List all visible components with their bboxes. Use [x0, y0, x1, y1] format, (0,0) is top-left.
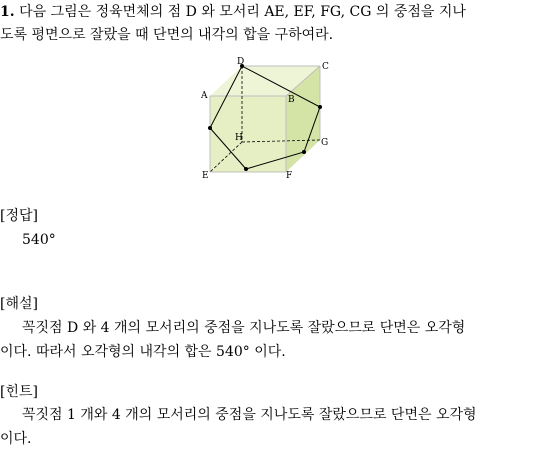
explanation-line-1: 꼭짓점 D 와 4 개의 모서리의 중점을 지나도록 잘랐으므로 단면은 오각형	[22, 320, 466, 336]
vertex-label-b: B	[288, 95, 295, 105]
question-line-2	[0, 25, 333, 45]
vertex-label-d: D	[237, 57, 245, 67]
cube-figure	[196, 52, 336, 182]
question-text-2: 도록 평면으로 잘랐을 때 단면의 내각의 합을 구하여라.	[0, 27, 334, 43]
vertex-label-h: H	[235, 133, 243, 143]
explanation-line-2: 이다. 따라서 오각형의 내각의 합은 540° 이다.	[0, 344, 286, 360]
answer-value: 540°	[22, 232, 56, 248]
answer-header: [정답]	[0, 208, 38, 224]
vertex-label-e: E	[202, 171, 209, 181]
hint-line-2: 이다.	[0, 431, 32, 447]
vertex-label-a: A	[201, 91, 208, 101]
hint-header: [힌트]	[0, 384, 38, 400]
vertex-label-f: F	[286, 171, 293, 181]
vertex-label-c: C	[322, 62, 329, 72]
explanation-header: [해설]	[0, 296, 38, 312]
question-text-1: 다음 그림은 정육면체의 점 D 와 모서리 AE, EF, FG, CG 의 중점을 지나	[19, 4, 466, 20]
hint-line-1: 꼭짓점 1 개와 4 개의 모서리의 중점을 지나도록 잘랐으므로 단면은 오각형	[22, 407, 477, 423]
question-line-1	[0, 2, 466, 22]
vertex-label-g: G	[321, 138, 329, 148]
question-number: 1.	[0, 4, 15, 20]
